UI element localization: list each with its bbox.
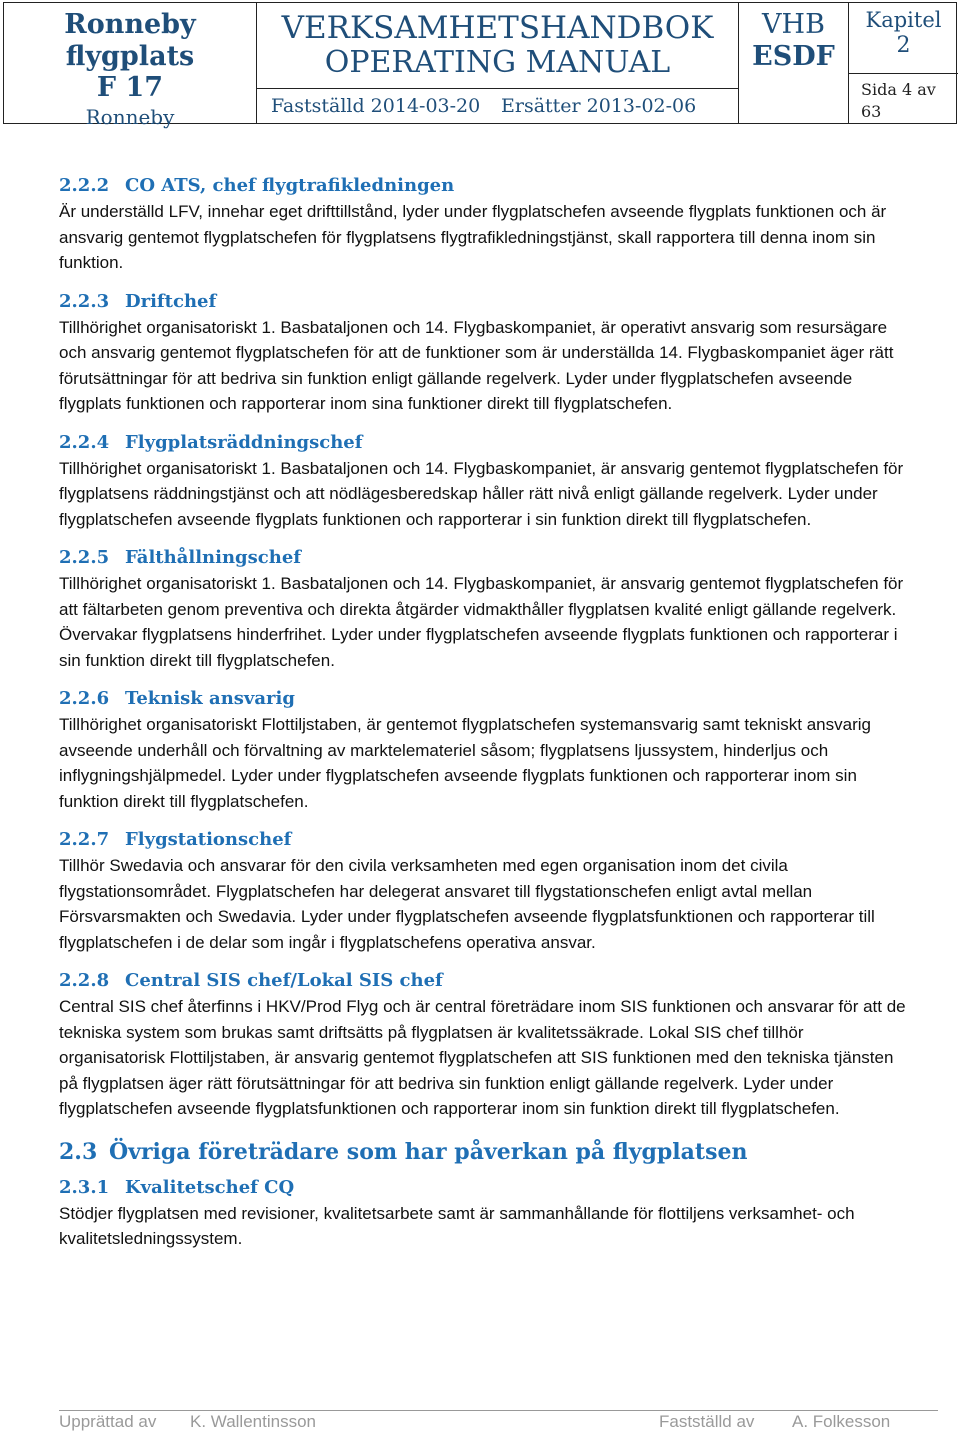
- page-indicator: [861, 79, 936, 123]
- section-paragraph: Stödjer flygplatsen med revisioner, kvalitetsarbete samt är sammanhållande för flottiljens verksamhet- och kvalitetsledningssystem.: [59, 1203, 855, 1248]
- established-date: Fastställd 2014-03-20: [271, 95, 481, 117]
- document-body: [59, 173, 909, 1265]
- footer-divider: [59, 1410, 938, 1411]
- esdf-code: ESDF: [752, 41, 835, 72]
- section-2-2-4: [59, 430, 909, 533]
- section-2-3-1: [59, 1175, 909, 1252]
- section-heading: [59, 686, 909, 712]
- header-title-cell: [257, 3, 739, 123]
- chapter-divider: [849, 73, 958, 74]
- manual-title: VERKSAMHETSHANDBOK: [281, 10, 714, 46]
- location-name: Ronneby: [85, 105, 175, 129]
- section-title: Fälthållningschef: [125, 547, 302, 568]
- section-title: Teknisk ansvarig: [125, 688, 295, 709]
- section-title: Övriga företrädare som har påverkan på flygplatsen: [109, 1138, 748, 1165]
- section-number: 2.3.1: [59, 1176, 110, 1198]
- section-heading: [59, 173, 909, 199]
- chapter-number: 2: [896, 33, 911, 58]
- section-2-2-8: [59, 968, 909, 1122]
- manual-subtitle: OPERATING MANUAL: [324, 45, 671, 80]
- section-heading: [59, 1175, 909, 1201]
- section-title: Kvalitetschef CQ: [125, 1176, 295, 1198]
- chapter-label: Kapitel: [865, 8, 942, 32]
- section-title: Flygstationschef: [125, 829, 292, 850]
- section-2-2-3: [59, 289, 909, 417]
- section-heading: [59, 968, 909, 994]
- prepared-by: K. Wallentinsson: [190, 1412, 316, 1431]
- page-label: Sida 4 av: [861, 80, 936, 99]
- prepared-label: Upprättad av: [59, 1412, 157, 1431]
- section-2-2-2: [59, 173, 909, 276]
- airport-name: Ronneby flygplats: [64, 9, 196, 72]
- vhb-code: VHB: [762, 9, 825, 40]
- section-number: 2.2.4: [59, 431, 110, 453]
- section-number: 2.2.5: [59, 547, 110, 568]
- section-paragraph: Tillhörighet organisatoriskt Flottiljstaben, är gentemot flygplatschefen systemansvarig samt tekniskt ansvarig avseende underhåll och förvaltning av marktelemateriel såsom; flygplatsens ljussystem, hinderljus och inflygningshjälpmedel. Lyder under flygplatschefen avseende flygplats funktionen och rapporterar inom sin funktion direkt till flygplatschefen.: [59, 715, 871, 811]
- section-number: 2.2.6: [59, 688, 110, 709]
- section-2-2-5: [59, 545, 909, 673]
- section-number: 2.2.3: [59, 290, 110, 312]
- section-paragraph: Tillhörighet organisatoriskt 1. Basbataljonen och 14. Flygbaskompaniet, är ansvarig gentemot flygplatschefen för flygplatsens räddningstjänst och att nödlägesberedskap håller rätt nivå enligt gällande regelverk. Lyder under flygplatschefen avseende flygplats funktionen och rapporterar i sin funktion direkt till flygplatschefen.: [59, 458, 904, 529]
- section-paragraph: Tillhör Swedavia och ansvarar för den civila verksamheten med egen organisation inom det civila flygstationsområdet. Flygplatschefen har delegerat ansvaret till flygstationschefen enligt avtal mellan Försvarsmakten och Swedavia. Lyder under flygplatschefen avseende flygplatsfunktionen och rapporterar till flygplatschefen i de delar som ingår i flygplatschefens operativa ansvar.: [59, 856, 875, 952]
- header-chapter-cell: [849, 3, 958, 123]
- section-paragraph: Central SIS chef återfinns i HKV/Prod Flyg och är central företrädare inom SIS funktionen och ansvarar för att de tekniska system som brukas samt driftsätts på flygplatsen är kvalitetssäkrade. Lokal SIS chef tillhör organisatorisk Flottiljstaben, är ansvarig gentemot flygplatschefen att SIS funktionen med den tekniska tjänsten på flygplatsen äger rätt förutsättningar för att bedriva sin funktion enligt gällande regelverk. Lyder under flygplatschefen avseende flygplatsfunktionen och rapporterar inom sin funktion direkt till flygplatschefen.: [59, 997, 906, 1118]
- section-paragraph: Är underställd LFV, innehar eget drifttillstånd, lyder under flygplatschefen avseende flygplats funktionen och är ansvarig gentemot flygplatschefen för flygplatsens flygtrafikledningstjänst, skall rapportera till denna inom sin funktion.: [59, 202, 887, 272]
- section-paragraph: Tillhörighet organisatoriskt 1. Basbataljonen och 14. Flygbaskompaniet, är ansvarig gentemot flygplatschefen för att fältarbeten genom preventiva och direkta åtgärder vidmakthåller flygplatsen kvalité enligt gällande regelverk. Övervakar flygplatsens hinderfrihet. Lyder under flygplatschefen avseende flygplats funktionen och rapporterar i sin funktion direkt till flygplatschefen.: [59, 574, 904, 670]
- section-number: 2.2.7: [59, 829, 110, 850]
- section-number: 2.2.8: [59, 970, 110, 991]
- section-2-3-heading: [59, 1135, 909, 1169]
- section-2-2-7: [59, 827, 909, 955]
- wing-name: F 17: [96, 72, 164, 103]
- approved-by: A. Folkesson: [792, 1412, 891, 1431]
- section-paragraph: Tillhörighet organisatoriskt 1. Basbataljonen och 14. Flygbaskompaniet, är operativt ansvarig som resursägare och ansvarig gentemot flygplatschefen för att de funktioner som är underställda 14. Flygbaskompaniet äger rätt förutsättningar för att bedriva sin funktion enligt gällande regelverk. Lyder under flygplatschefen avseende flygplats funktionen och rapporterar inom sina funktioner direkt till flygplatschefen.: [59, 317, 894, 413]
- header-organisation-cell: [4, 3, 257, 129]
- section-number: 2.3: [59, 1138, 98, 1165]
- document-header: [3, 2, 957, 129]
- header-code-cell: [739, 3, 849, 123]
- section-title: Central SIS chef/Lokal SIS chef: [125, 970, 443, 991]
- section-heading: [59, 289, 909, 315]
- page-total: 63: [861, 102, 882, 121]
- section-heading: [59, 827, 909, 853]
- approved-label: Fastställd av: [659, 1412, 755, 1431]
- header-divider: [257, 88, 738, 89]
- section-title: Driftchef: [125, 290, 217, 312]
- section-number: 2.2.2: [59, 175, 110, 196]
- replaces-date: Ersätter 2013-02-06: [501, 95, 697, 117]
- section-heading: [59, 430, 909, 456]
- section-title: CO ATS, chef flygtrafikledningen: [125, 175, 455, 196]
- section-2-2-6: [59, 686, 909, 814]
- section-heading: [59, 545, 909, 571]
- section-title: Flygplatsräddningschef: [125, 431, 363, 453]
